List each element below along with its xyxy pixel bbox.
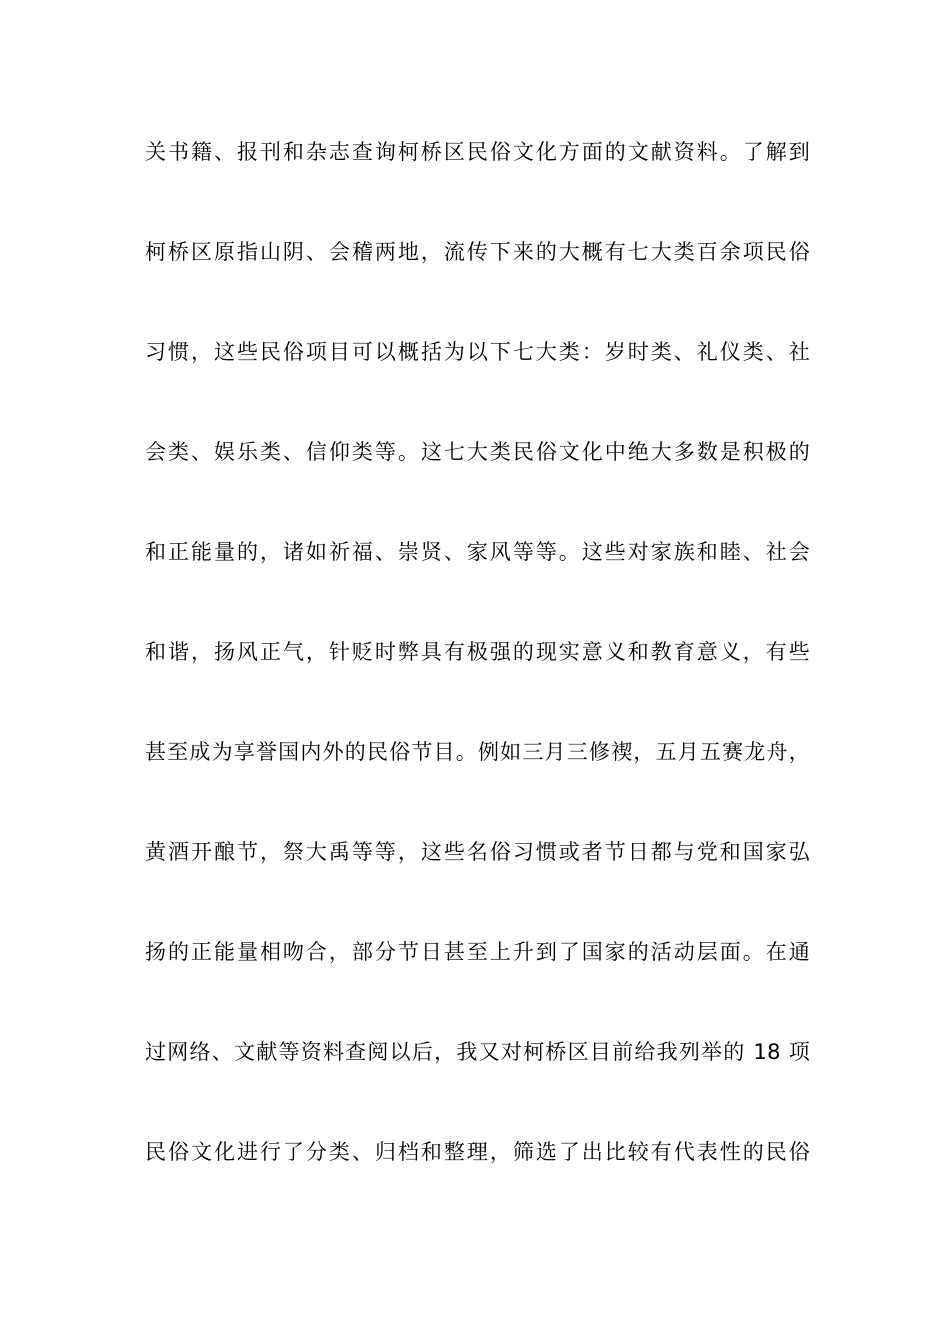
text-line: 习惯，这些民俗项目可以概括为以下七大类：岁时类、礼仪类、社 — [145, 340, 810, 364]
text-line: 和谐，扬风正气，针贬时弊具有极强的现实意义和教育意义，有些 — [145, 640, 810, 664]
text-line: 会类、娱乐类、信仰类等。这七大类民俗文化中绝大多数是积极的 — [145, 440, 810, 464]
text-line: 扬的正能量相吻合，部分节日甚至上升到了国家的活动层面。在通 — [145, 940, 810, 964]
text-line: 民俗文化进行了分类、归档和整理，筛选了出比较有代表性的民俗 — [145, 1140, 810, 1164]
text-line: 甚至成为享誉国内外的民俗节目。例如三月三修禊，五月五赛龙舟， — [145, 740, 810, 764]
text-line: 和正能量的，诸如祈福、崇贤、家风等等。这些对家族和睦、社会 — [145, 540, 810, 564]
text-line: 柯桥区原指山阴、会稽两地，流传下来的大概有七大类百余项民俗 — [145, 240, 810, 264]
text-line: 关书籍、报刊和杂志查询柯桥区民俗文化方面的文献资料。了解到 — [145, 140, 810, 164]
body-text — [145, 127, 810, 1227]
text-line: 黄酒开酿节，祭大禹等等，这些名俗习惯或者节日都与党和国家弘 — [145, 840, 810, 864]
text-line: 过网络、文献等资料查阅以后，我又对柯桥区目前给我列举的 18 项 — [145, 1040, 810, 1064]
